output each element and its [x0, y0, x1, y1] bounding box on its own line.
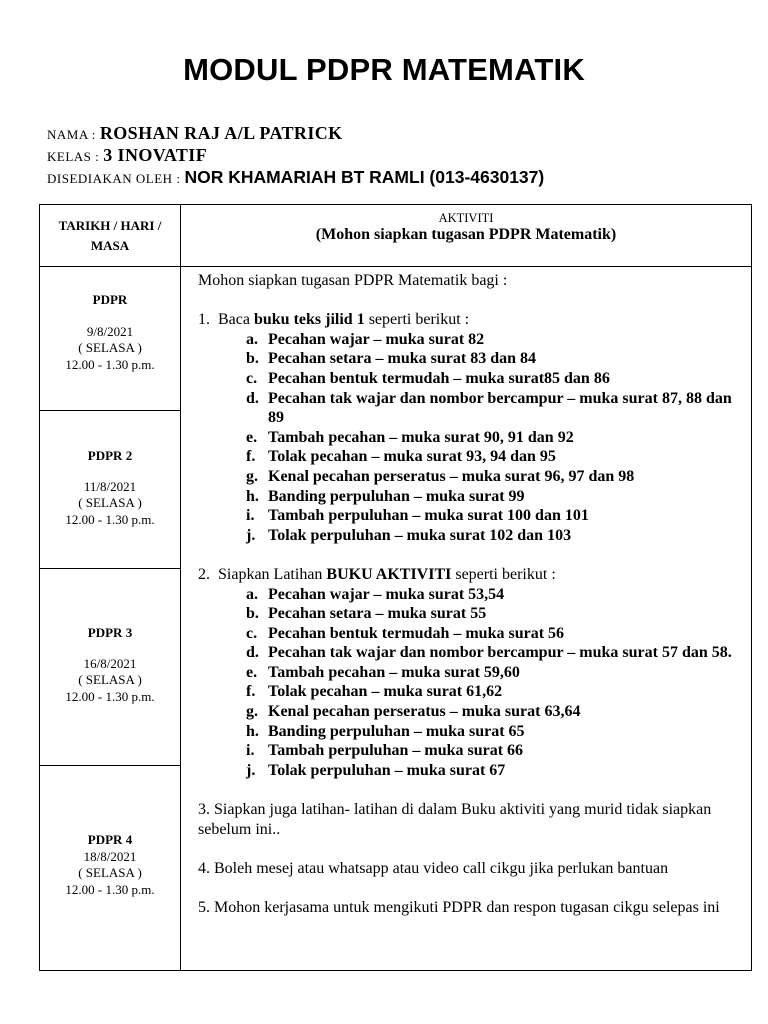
header-tarikh-line1: TARIKH / HARI /: [58, 217, 162, 233]
list-item: [198, 604, 751, 624]
list-item: [198, 428, 751, 448]
table-row: [40, 267, 752, 411]
item-number: 2.: [198, 565, 210, 583]
header-aktiviti-line2: (Mohon siapkan tugasan PDPR Matematik): [315, 226, 617, 243]
list-text: Pecahan tak wajar dan nombor bercampur – muka surat 87, 88 dan 89: [268, 389, 732, 427]
activity-item-4: 4. Boleh mesej atau whatsapp atau video call cikgu jika perlukan bantuan: [198, 859, 669, 877]
item-bold-text: buku teks jilid 1: [253, 311, 365, 329]
list-item: [198, 487, 751, 507]
list-text: Pecahan setara – muka surat 83 dan 84: [268, 350, 537, 368]
nama-label: NAMA :: [47, 127, 96, 142]
session-date: 18/8/2021: [83, 848, 137, 864]
session-cell-4: [40, 766, 181, 971]
list-text: Kenal pecahan perseratus – muka surat 96, 97 dan 98: [268, 467, 635, 485]
list-letter: a.: [246, 330, 258, 348]
item-text: Siapkan Latihan: [218, 565, 327, 583]
list-letter: c.: [246, 369, 258, 387]
list-letter: h.: [246, 487, 259, 505]
list-text: Tolak perpuluhan – muka surat 102 dan 103: [268, 526, 572, 544]
list-text: Banding perpuluhan – muka surat 99: [268, 487, 525, 505]
list-item: [198, 722, 751, 742]
session-title: PDPR 4: [87, 832, 133, 847]
item-bold-text: BUKU AKTIVITI: [326, 565, 452, 583]
list-item: [198, 624, 751, 644]
list-text: Pecahan tak wajar dan nombor bercampur – muka surat 57 dan 58.: [268, 644, 732, 662]
list-letter: f.: [246, 448, 256, 466]
session-title: PDPR: [92, 292, 128, 307]
session-title: PDPR 3: [87, 625, 133, 640]
list-text: Tolak perpuluhan – muka surat 67: [268, 761, 506, 779]
list-item: [198, 467, 751, 487]
session-time: 12.00 - 1.30 p.m.: [65, 356, 155, 372]
list-letter: e.: [246, 663, 258, 681]
session-day: ( SELASA ): [78, 340, 142, 355]
list-text: Kenal pecahan perseratus – muka surat 63,64: [268, 703, 581, 721]
activities-intro: Mohon siapkan tugasan PDPR Matematik bagi :: [198, 272, 508, 289]
info-disediakan: [47, 167, 544, 188]
list-letter: a.: [246, 585, 258, 603]
list-letter: b.: [246, 605, 259, 623]
session-date: 16/8/2021: [83, 655, 137, 671]
list-item: [198, 643, 751, 663]
list-item: [198, 506, 751, 526]
list-letter: i.: [246, 742, 255, 760]
page-title: MODUL PDPR MATEMATIK: [183, 52, 585, 87]
item-text: Baca: [218, 311, 254, 329]
list-item: [198, 369, 751, 389]
activity-table: [39, 204, 752, 971]
list-item: [198, 663, 751, 683]
session-title: PDPR 2: [87, 448, 133, 463]
list-item: [198, 682, 751, 702]
list-letter: f.: [246, 683, 256, 701]
list-letter: e.: [246, 428, 258, 446]
list-item: [198, 330, 751, 350]
list-item: [198, 702, 751, 722]
list-text: Pecahan wajar – muka surat 53,54: [268, 585, 505, 603]
header-aktiviti: [181, 205, 752, 267]
activity-item-1: [198, 310, 751, 330]
session-cell-2: [40, 411, 181, 569]
table-header-row: [40, 205, 752, 267]
list-letter: h.: [246, 722, 259, 740]
list-letter: b.: [246, 350, 259, 368]
list-letter: j.: [246, 761, 256, 779]
item-text: seperti berikut :: [451, 565, 556, 583]
session-day: ( SELASA ): [78, 865, 142, 880]
list-text: Tambah perpuluhan – muka surat 100 dan 101: [268, 507, 589, 525]
activity-item-5: 5. Mohon kerjasama untuk mengikuti PDPR dan respon tugasan cikgu selepas ini: [198, 899, 720, 916]
disediakan-value: NOR KHAMARIAH BT RAMLI (013-4630137): [184, 167, 545, 187]
list-item: [198, 761, 751, 781]
header-tarikh-line2: MASA: [90, 237, 130, 253]
nama-value: ROSHAN RAJ A/L PATRICK: [99, 123, 343, 143]
session-date: 9/8/2021: [86, 323, 134, 339]
list-item: [198, 349, 751, 369]
activity-2-sublist: [198, 585, 751, 781]
list-letter: i.: [246, 507, 255, 525]
list-item: [198, 447, 751, 467]
session-day: ( SELASA ): [78, 495, 142, 510]
list-item: [198, 585, 751, 605]
header-tarikh: [40, 205, 181, 267]
list-letter: d.: [246, 644, 259, 662]
activities-cell: [181, 267, 752, 971]
disediakan-label: DISEDIAKAN OLEH :: [47, 171, 181, 186]
kelas-value: 3 INOVATIF: [103, 145, 208, 165]
list-text: Pecahan bentuk termudah – muka surat 56: [268, 624, 565, 642]
session-time: 12.00 - 1.30 p.m.: [65, 688, 155, 704]
session-cell-3: [40, 569, 181, 766]
list-text: Tolak pecahan – muka surat 61,62: [268, 683, 503, 701]
list-text: Pecahan setara – muka surat 55: [268, 605, 487, 623]
list-letter: g.: [246, 467, 258, 485]
list-text: Pecahan bentuk termudah – muka surat85 dan 86: [268, 369, 610, 387]
list-text: Pecahan wajar – muka surat 82: [268, 330, 485, 348]
list-letter: d.: [246, 389, 259, 407]
session-day: ( SELASA ): [78, 672, 142, 687]
list-item: [198, 389, 751, 428]
list-text: Tambah perpuluhan – muka surat 66: [268, 742, 524, 760]
list-letter: j.: [246, 526, 256, 544]
session-cell-1: [40, 267, 181, 411]
list-text: Tambah pecahan – muka surat 59,60: [268, 663, 520, 681]
item-text: seperti berikut :: [364, 311, 470, 329]
item-number: 1.: [198, 311, 210, 329]
list-item: [198, 741, 751, 761]
activity-1-sublist: [198, 330, 751, 546]
list-item: [198, 526, 751, 546]
list-text: Tolak pecahan – muka surat 93, 94 dan 95: [268, 448, 556, 466]
list-letter: c.: [246, 624, 258, 642]
info-nama: [47, 123, 343, 144]
session-date: 11/8/2021: [83, 478, 137, 494]
info-kelas: [47, 145, 207, 166]
list-letter: g.: [246, 703, 258, 721]
activity-item-3: 3. Siapkan juga latihan- latihan di dalam Buku aktiviti yang murid tidak siapkan sebelum ini..: [198, 801, 712, 838]
list-text: Banding perpuluhan – muka surat 65: [268, 722, 525, 740]
list-text: Tambah pecahan – muka surat 90, 91 dan 92: [268, 428, 574, 446]
header-aktiviti-line1: AKTIVITI: [438, 211, 494, 225]
session-time: 12.00 - 1.30 p.m.: [65, 511, 155, 527]
activity-item-2: [198, 565, 751, 585]
session-time: 12.00 - 1.30 p.m.: [65, 881, 155, 897]
kelas-label: KELAS :: [47, 149, 100, 164]
